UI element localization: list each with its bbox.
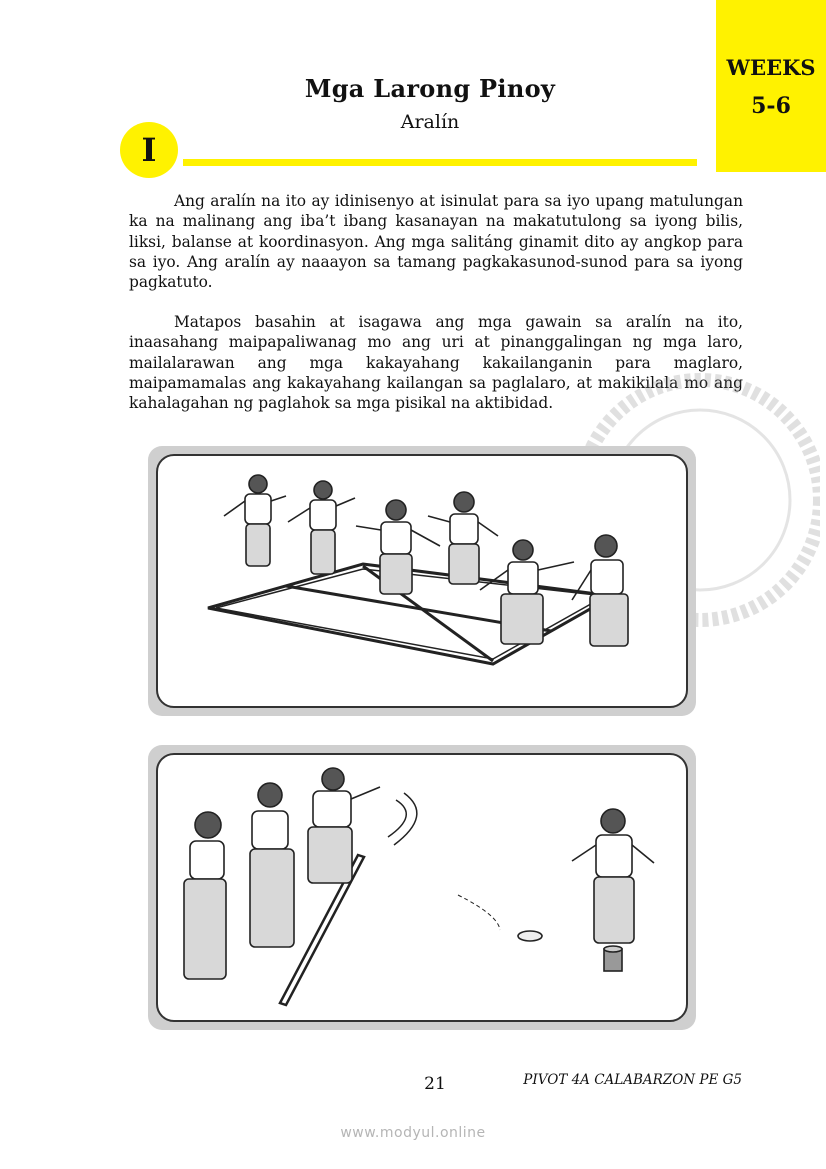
paragraph-text-2: Matapos basahin at isagawa ang mga gawain sa aralín na ito, inaasahang maipapaliwanag mo ang uri at pinanggalingan ng mga laro, mailalarawan ang mga kakayahang kakailanganin para maglaro, maipamamalas ang kakayahang kailangan sa paglalaro, at makikilala mo ang kahalagahan ng paglahok sa mga pisikal na aktibidad.: [129, 313, 743, 413]
illustration-tumbang-preso: [148, 745, 696, 1030]
page-number: 21: [424, 1074, 446, 1094]
weeks-range: 5-6: [751, 93, 791, 119]
patintero-drawing: [158, 456, 686, 706]
paragraph-text-1: Ang aralín na ito ay idinisenyo at isinulat para sa iyo upang matulungan ka na malinang ang iba’t ibang kasanayan na makatutulong sa iyong bilis, liksi, balanse at koordinasyon. Ang mga salitáng ginamit dito ay angkop para sa iyo. Ang aralín ay naaayon sa tamang pagkakasunod-sunod para sa iyong pagkatuto.: [129, 192, 743, 292]
section-marker: I: [120, 122, 178, 178]
page-title: Mga Larong Pinoy: [304, 74, 556, 103]
slipper-icon: [518, 931, 542, 941]
player-figure-1: [224, 475, 286, 566]
player-figure-4: [428, 492, 498, 584]
weeks-label: WEEKS: [726, 55, 816, 80]
it-player-figure: [572, 809, 654, 943]
player-figure-5: [480, 540, 574, 644]
thrower-figure-1: [184, 812, 226, 979]
tumbang-preso-drawing: [158, 755, 686, 1020]
module-id: PIVOT 4A CALABARZON PE G5: [523, 1072, 742, 1088]
thrower-figure-3: [308, 768, 380, 883]
player-figure-2: [288, 481, 355, 574]
illustration-patintero: [148, 446, 696, 716]
can-icon: [604, 946, 622, 971]
page-subtitle: Aralín: [400, 111, 460, 133]
section-underline: [183, 159, 697, 166]
thrower-figure-2: [250, 783, 294, 947]
site-watermark: www.modyul.online: [340, 1125, 486, 1141]
intro-paragraph: [129, 191, 743, 292]
weeks-tab: [716, 0, 826, 172]
player-figure-3: [356, 500, 440, 594]
